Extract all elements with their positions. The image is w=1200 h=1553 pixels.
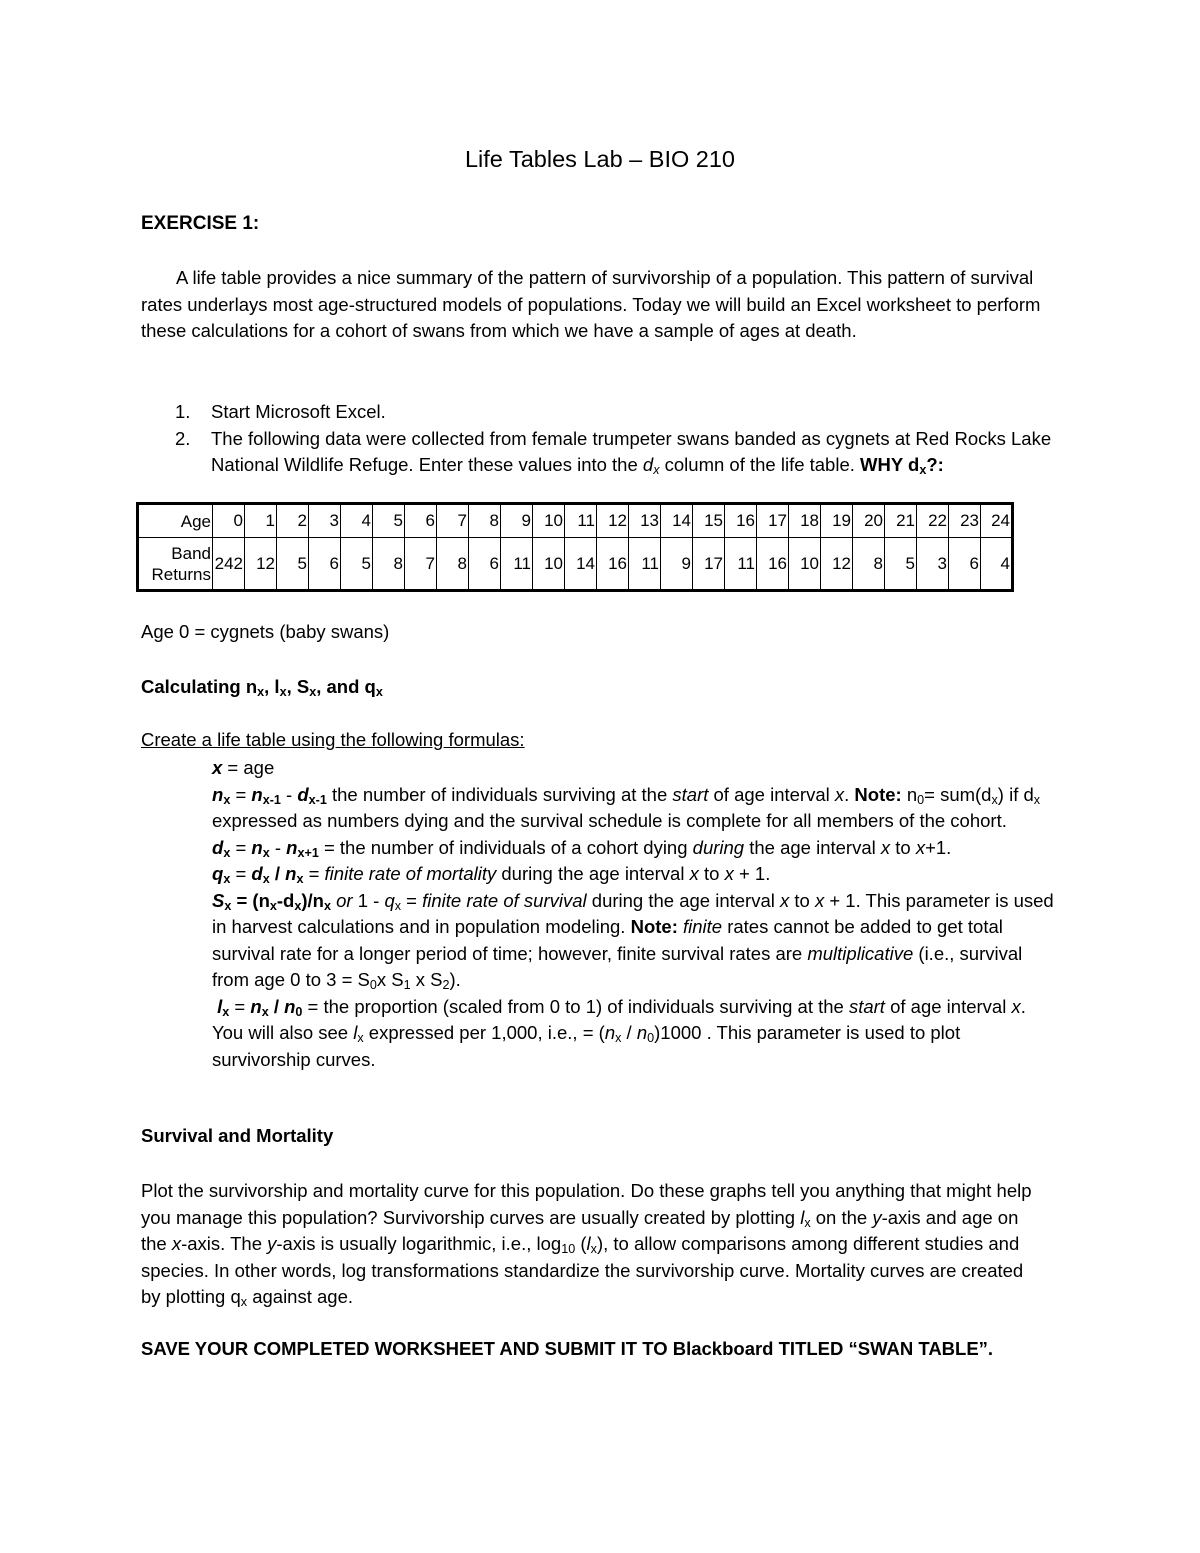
formula-n: $n_x = n_{x-1} - d_{x-1}$ the number of individuals surviving at the start of age interval x. Note: $n_0= sum(d_x)$ if $d_x$ expressed as numbers dying and the survival schedule is complete for all members of the cohort. (212, 783, 1041, 831)
age-cell: 23 (949, 504, 981, 538)
band-returns-cell: 16 (597, 538, 629, 591)
step-text: Start Microsoft Excel. (211, 401, 386, 422)
band-returns-cell: 7 (405, 538, 437, 591)
create-table-heading: Create a life table using the following formulas: (141, 729, 525, 750)
age-cell: 10 (533, 504, 565, 538)
band-returns-cell: 8 (373, 538, 405, 591)
age-cell: 5 (373, 504, 405, 538)
band-returns-cell: 5 (277, 538, 309, 591)
band-returns-cell: 12 (821, 538, 853, 591)
step-1 (141, 399, 1061, 426)
band-returns-cell: 8 (853, 538, 885, 591)
band-returns-cell: 10 (789, 538, 821, 591)
band-returns-row (138, 538, 1013, 591)
row-label-age: Age (138, 504, 213, 538)
step-2 (141, 426, 1061, 479)
age-cell: 6 (405, 504, 437, 538)
band-returns-cell: 4 (981, 538, 1013, 591)
age-cell: 2 (277, 504, 309, 538)
band-returns-cell: 5 (341, 538, 373, 591)
exercise-heading: EXERCISE 1: (141, 213, 260, 234)
age-cell: 17 (757, 504, 789, 538)
survival-mortality-paragraph: Plot the survivorship and mortality curve for this population. Do these graphs tell you anything that might help you manage this population? Survivorship curves are usually created by plotting $l_x$ on the y-axis and age on the x-axis. The y-axis is usually logarithmic, i.e., $\log_{10} (l_x)$, to allow comparisons among different studies and species. In other words, log transformations standardize the survivorship curve. Mortality curves are created by plotting $q_x$ against age. (141, 1180, 1032, 1310)
age-cell: 3 (309, 504, 341, 538)
age-cell: 22 (917, 504, 949, 538)
band-returns-cell: 11 (725, 538, 757, 591)
band-returns-cell: 12 (245, 538, 277, 591)
band-returns-cell: 9 (661, 538, 693, 591)
band-returns-cell: 10 (533, 538, 565, 591)
calculating-heading: Calculating $n_x$, $l_x$, $S_x$, and $q_x$ (141, 676, 383, 700)
age-cell: 12 (597, 504, 629, 538)
band-returns-cell: 6 (309, 538, 341, 591)
intro-paragraph: A life table provides a nice summary of the pattern of survivorship of a population. This pattern of survival rates underlays most age-structured models of populations. Today we will build an Excel worksheet to perform these calculations for a cohort of swans from which we have a sample of ages at death. (141, 267, 1041, 341)
formula-l: $l_x = n_x / n_0$ = the proportion (scaled from 0 to 1) of individuals surviving at the start of age interval x. You will also see $l_x$ expressed per 1,000, i.e., = $(n_x / n_0)1000$ . This parameter is used to plot survivorship curves. (212, 995, 1026, 1070)
age-cell: 18 (789, 504, 821, 538)
age-cell: 24 (981, 504, 1013, 538)
survival-mortality-heading: Survival and Mortality (141, 1125, 334, 1146)
age-cell: 4 (341, 504, 373, 538)
band-returns-cell: 3 (917, 538, 949, 591)
steps-list (141, 399, 1061, 479)
age-row (138, 504, 1013, 538)
band-returns-cell: 17 (693, 538, 725, 591)
band-returns-cell: 11 (501, 538, 533, 591)
age-note: Age 0 = cygnets (baby swans) (141, 621, 390, 642)
age-cell: 8 (469, 504, 501, 538)
formula-d: $d_x = n_x - n_{x+1}$ = the number of individuals of a cohort dying during the age interval x to x+1. (212, 836, 952, 860)
formula-x: x = age (212, 757, 275, 778)
age-cell: 21 (885, 504, 917, 538)
age-cell: 14 (661, 504, 693, 538)
swan-band-returns-table (136, 502, 1014, 592)
band-returns-cell: 14 (565, 538, 597, 591)
age-cell: 9 (501, 504, 533, 538)
step-text: The following data were collected from female trumpeter swans banded as cygnets at Red Rocks Lake National Wildlife Refuge. Enter these values into the $d_x$ column of the life table. WHY $d_x$?: (211, 427, 1052, 478)
band-returns-cell: 6 (949, 538, 981, 591)
band-returns-cell: 242 (213, 538, 245, 591)
age-cell: 15 (693, 504, 725, 538)
formula-list (212, 755, 1057, 1073)
age-cell: 13 (629, 504, 661, 538)
age-cell: 20 (853, 504, 885, 538)
formula-s: $S_x = (n_x-d_x)/n_x$ or $1 - q_x$ = finite rate of survival during the age interval x to x + 1. This parameter is used in harvest calculations and in population modeling. Note: finite rates cannot be added to get total survival rate for a longer period of time; however, finite survival rates are multiplicative (i.e., survival from age 0 to $3 = S_0x$ $S_1$ x $S_2$). (212, 889, 1054, 993)
row-label-band-returns: Band Returns (138, 538, 213, 591)
band-returns-cell: 8 (437, 538, 469, 591)
band-returns-cell: 16 (757, 538, 789, 591)
formula-q: $q_x = d_x / n_x$ = finite rate of mortality during the age interval x to x + 1. (212, 863, 771, 887)
band-returns-cell: 6 (469, 538, 501, 591)
step-number: 2. (175, 427, 191, 449)
age-cell: 0 (213, 504, 245, 538)
age-cell: 1 (245, 504, 277, 538)
band-returns-cell: 11 (629, 538, 661, 591)
save-instruction: SAVE YOUR COMPLETED WORKSHEET AND SUBMIT IT TO Blackboard TITLED “SWAN TABLE”. (141, 1338, 994, 1359)
band-returns-cell: 5 (885, 538, 917, 591)
age-cell: 7 (437, 504, 469, 538)
page-title: Life Tables Lab – BIO 210 (464, 146, 735, 172)
step-number: 1. (175, 401, 191, 422)
age-cell: 16 (725, 504, 757, 538)
age-cell: 19 (821, 504, 853, 538)
age-cell: 11 (565, 504, 597, 538)
